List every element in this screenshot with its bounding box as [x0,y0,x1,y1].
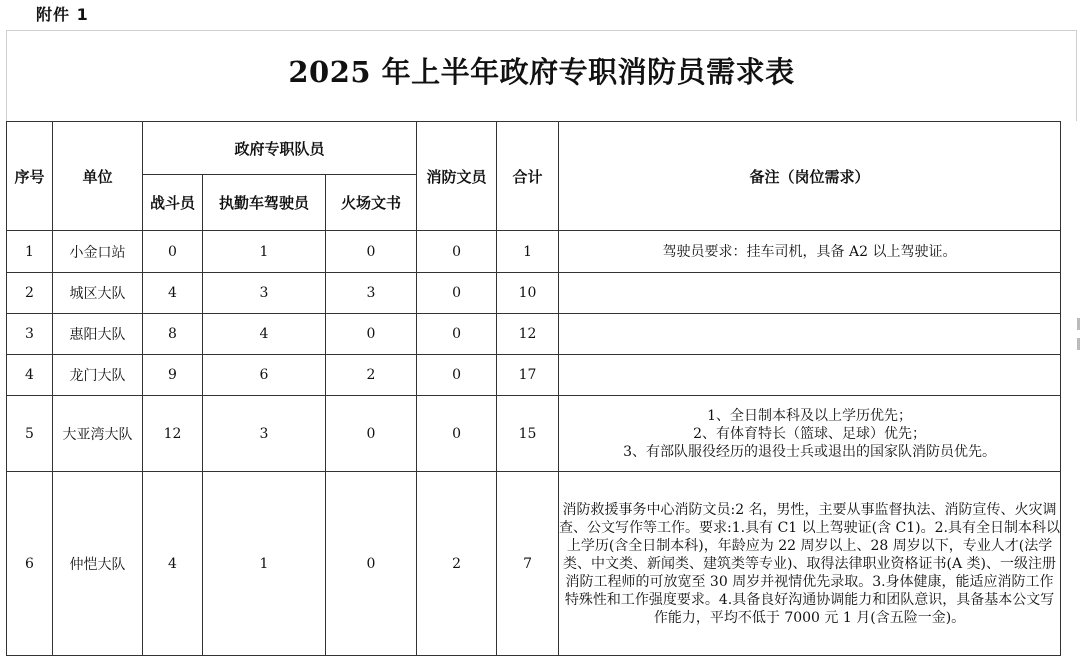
cell-driver: 3 [203,273,326,314]
cell-seq: 4 [7,355,53,396]
cell-fighter: 12 [143,396,203,472]
cell-civil: 0 [417,355,497,396]
cell-remark [559,231,1061,273]
header-group: 政府专职队员 [143,122,417,175]
remark-line: 2、有体育特长（篮球、足球）优先； [693,425,926,442]
page-title: 2025 年上半年政府专职消防员需求表 [288,55,795,89]
cell-total: 7 [497,472,559,656]
cell-driver: 3 [203,396,326,472]
cell-total: 12 [497,314,559,355]
header-driver: 执勤车驾驶员 [203,175,326,231]
cell-total: 15 [497,396,559,472]
cell-total: 10 [497,273,559,314]
annex-label: 附件 1 [36,5,89,24]
cell-driver: 4 [203,314,326,355]
cell-remark [559,355,1061,396]
cell-fighter: 9 [143,355,203,396]
cell-remark [559,314,1061,355]
demand-table [6,121,1061,656]
cell-clerk: 2 [326,355,417,396]
cell-clerk: 0 [326,314,417,355]
header-total: 合计 [497,122,559,231]
cell-unit: 龙门大队 [53,355,143,396]
cell-clerk: 0 [326,396,417,472]
cell-total: 17 [497,355,559,396]
header-clerk: 火场文书 [326,175,417,231]
header-unit: 单位 [53,122,143,231]
cell-seq: 5 [7,396,53,472]
cell-clerk: 0 [326,472,417,656]
cell-seq: 2 [7,273,53,314]
cell-driver: 6 [203,355,326,396]
cell-unit: 大亚湾大队 [53,396,143,472]
header-seq: 序号 [7,122,53,231]
cell-driver: 1 [203,231,326,273]
cell-civil: 0 [417,396,497,472]
cell-clerk: 3 [326,273,417,314]
remark-line: 3、有部队服役经历的退役士兵或退出的国家队消防员优先。 [623,443,996,460]
cell-unit: 惠阳大队 [53,314,143,355]
cell-civil: 2 [417,472,497,656]
header-fighter: 战斗员 [143,175,203,231]
cell-clerk: 0 [326,231,417,273]
table-row [7,472,1061,656]
cell-unit: 城区大队 [53,273,143,314]
table-row [7,231,1061,273]
cell-fighter: 4 [143,472,203,656]
cell-remark [559,396,1061,472]
cell-fighter: 0 [143,231,203,273]
cell-seq: 1 [7,231,53,273]
cell-total: 1 [497,231,559,273]
remark-line: 驾驶员要求：挂车司机，具备 A2 以上驾驶证。 [662,243,957,260]
cell-unit: 小金口站 [53,231,143,273]
table-row [7,314,1061,355]
table-row [7,396,1061,472]
cell-remark [559,273,1061,314]
cell-civil: 0 [417,314,497,355]
cell-seq: 6 [7,472,53,656]
cell-remark [559,472,1061,656]
header-remark: 备注（岗位需求） [559,122,1061,231]
cell-fighter: 4 [143,273,203,314]
cell-unit: 仲恺大队 [53,472,143,656]
table-row [7,273,1061,314]
cell-driver: 1 [203,472,326,656]
cell-seq: 3 [7,314,53,355]
remark-line: 1、全日制本科及以上学历优先； [707,407,912,424]
table-row [7,355,1061,396]
remark-paragraph: 消防救援事务中心消防文员:2 名，男性，主要从事监督执法、消防宣传、火灾调查、公文写作等工作。要求:1.具有 C1 以上驾驶证(含 C1)。2.具有全日制本科以上学历(含全日制本科)，年龄应为 22 周岁以上、28 周岁以下，专业人才(法学类、中文类、新闻类、建筑类等专业)、取得法律职业资格证书(A 类)、一级注册消防工程师的可放宽至 30 周岁并视情优先录取。3.身体健康，能适应消防工作特殊性和工作强度要求。4.具备良好沟通协调能力和团队意识，具备基本公文写作能力，平均不低于 7000 元 1 月(含五险一金)。 [559,501,1060,626]
cell-civil: 0 [417,273,497,314]
cell-fighter: 8 [143,314,203,355]
header-civil: 消防文员 [417,122,497,231]
cell-civil: 0 [417,231,497,273]
